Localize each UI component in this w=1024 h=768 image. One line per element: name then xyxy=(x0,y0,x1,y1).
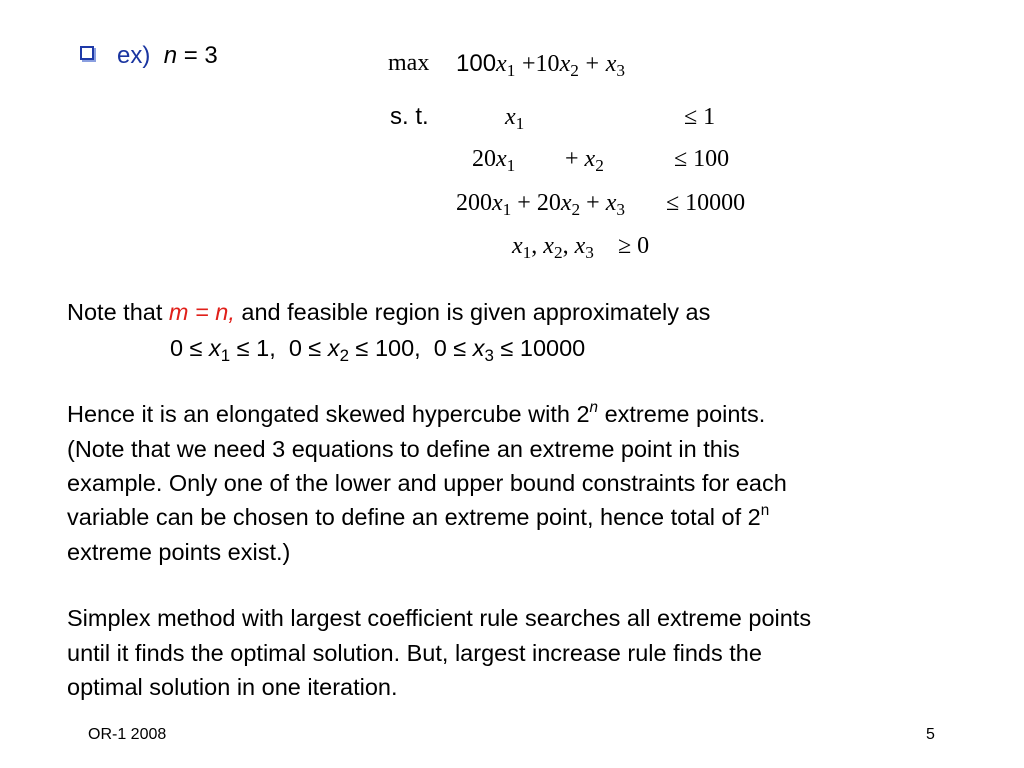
m-equals-n: m = n, xyxy=(168,299,235,325)
objective-label: max xyxy=(388,50,430,76)
constraint-3-rhs: ≤ 10000 xyxy=(666,190,746,216)
constraint-1-lhs: $x_1$ xyxy=(505,104,525,134)
constraint-3-lhs: $200x_1 + 20x_2 + x_3$ xyxy=(456,190,625,220)
footer-page-number: 5 xyxy=(926,726,935,743)
constraint-1-rhs: ≤ 1 xyxy=(684,104,716,130)
simplex-line-2: until it finds the optimal solution. But, largest increase rule finds the xyxy=(67,640,762,666)
hence-line-1: Hence it is an elongated skewed hypercube with 2$^n$ extreme points. xyxy=(67,399,766,427)
example-heading xyxy=(117,42,218,70)
note-line: Note that m = n, and feasible region is given approximately as xyxy=(67,299,711,325)
nonnegativity-rhs: ≥ 0 xyxy=(618,233,650,259)
footer-course: OR-1 2008 xyxy=(88,726,167,743)
n-value: 3 xyxy=(204,42,218,69)
example-label: ex) xyxy=(117,42,151,69)
bounds-line: $0 \le x_1 \le 1$, $0 \le x_2 \le 100$, $0 \le x_3 \le 10000$ xyxy=(170,335,586,366)
equals-sign: = xyxy=(183,42,198,69)
subject-to-label: s. t. xyxy=(390,103,429,130)
hence-line-2: (Note that we need 3 equations to define an extreme point in this xyxy=(67,436,740,462)
hence-line-4: variable can be chosen to define an extreme point, hence total of 2$^n$ xyxy=(67,502,770,530)
simplex-line-3: optimal solution in one iteration. xyxy=(67,674,398,700)
constraint-2-term-1: $20x_1$ xyxy=(472,146,516,176)
objective-function: $100x_1 +10x_2 + x_3$ xyxy=(456,50,626,81)
n-variable: n xyxy=(163,42,178,69)
constraint-2-rhs: ≤ 100 xyxy=(674,146,730,172)
checkbox-bullet-icon xyxy=(80,46,94,60)
hence-line-5: extreme points exist.) xyxy=(67,539,291,565)
objective-term-10: +10 xyxy=(522,51,560,77)
objective-coef-100: 100 xyxy=(456,50,497,77)
simplex-line-1: Simplex method with largest coefficient rule searches all extreme points xyxy=(67,605,812,631)
nonnegativity-lhs: $x_1$, $x_2$, $x_3$ xyxy=(512,233,594,263)
constraint-2-term-2: + $x_2$ xyxy=(565,146,604,176)
hence-line-3: example. Only one of the lower and upper bound constraints for each xyxy=(67,470,787,496)
